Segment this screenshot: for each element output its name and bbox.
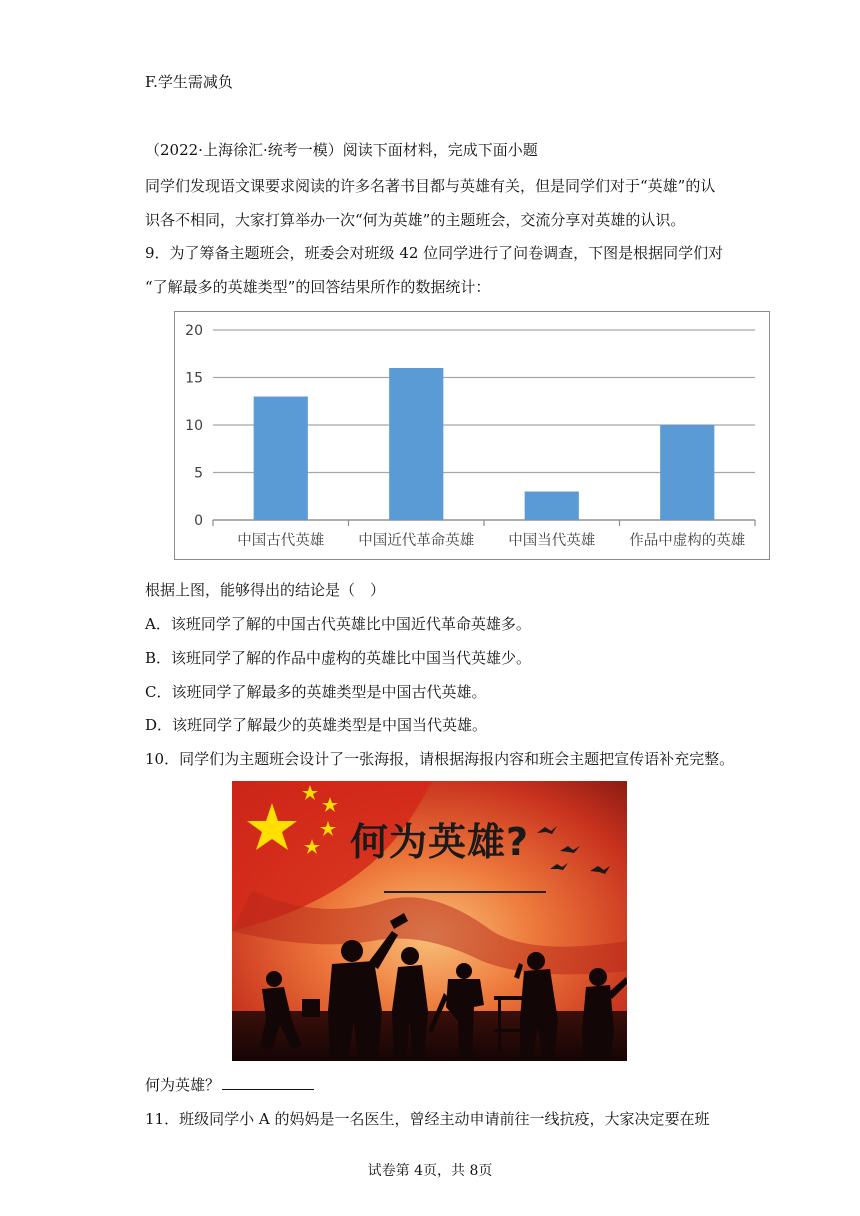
bar: [660, 425, 714, 520]
question-11: 11．班级同学小 A 的妈妈是一名医生，曾经主动申请前往一线抗疫，大家决定要在班: [145, 1110, 710, 1128]
bar: [389, 368, 443, 520]
x-category-label: 中国近代革命英雄: [358, 533, 475, 549]
poster-blank-line: [384, 891, 546, 893]
option-a: A．该班同学了解的中国古代英雄比中国近代革命英雄多。: [145, 615, 531, 633]
answer-prompt: 何为英雄？: [145, 1076, 221, 1094]
option-c: C．该班同学了解最多的英雄类型是中国古代英雄。: [145, 683, 487, 701]
bar: [525, 492, 579, 521]
question-source: （2022·上海徐汇·统考一模）阅读下面材料，完成下面小题: [145, 141, 538, 159]
bar-chart: [174, 311, 770, 560]
question-9-line-1: 9．为了筹备主题班会，班委会对班级 42 位同学进行了问卷调查，下图是根据同学们对: [145, 244, 724, 262]
y-tick-label: 0: [194, 513, 203, 529]
x-category-label: 作品中虚构的英雄: [629, 533, 746, 549]
bar-chart-svg: [175, 312, 771, 561]
y-tick-label: 20: [185, 323, 203, 339]
answer-blank[interactable]: [222, 1075, 314, 1090]
y-tick-label: 5: [194, 465, 203, 482]
option-b: B．该班同学了解的作品中虚构的英雄比中国当代英雄少。: [145, 649, 532, 667]
question-9-stem: 根据上图，能够得出的结论是（ ）: [145, 581, 386, 599]
page-footer: 试卷第 4页，共 8页: [367, 1163, 493, 1179]
intro-paragraph-line-1: 同学们发现语文课要求阅读的许多名著书目都与英雄有关，但是同学们对于“英雄”的认: [145, 177, 716, 195]
x-category-label: 中国当代英雄: [508, 533, 596, 549]
bar: [254, 397, 308, 521]
question-10-answer-line: [145, 1075, 314, 1095]
question-10: 10．同学们为主题班会设计了一张海报，请根据海报内容和班会主题把宣传语补充完整。: [145, 750, 735, 768]
hero-poster-image: [232, 781, 627, 1061]
option-d: D．该班同学了解最少的英雄类型是中国当代英雄。: [145, 716, 488, 734]
x-category-label: 中国古代英雄: [237, 533, 325, 549]
previous-option-f: F.学生需减负: [145, 73, 233, 91]
poster-title: 何为英雄?: [350, 820, 530, 864]
y-tick-label: 10: [185, 418, 203, 434]
intro-paragraph-line-2: 识各不相同，大家打算举办一次“何为英雄”的主题班会，交流分享对英雄的认识。: [145, 211, 686, 229]
question-9-line-2: “了解最多的英雄类型”的回答结果所作的数据统计：: [145, 278, 491, 296]
y-tick-label: 15: [185, 370, 203, 387]
